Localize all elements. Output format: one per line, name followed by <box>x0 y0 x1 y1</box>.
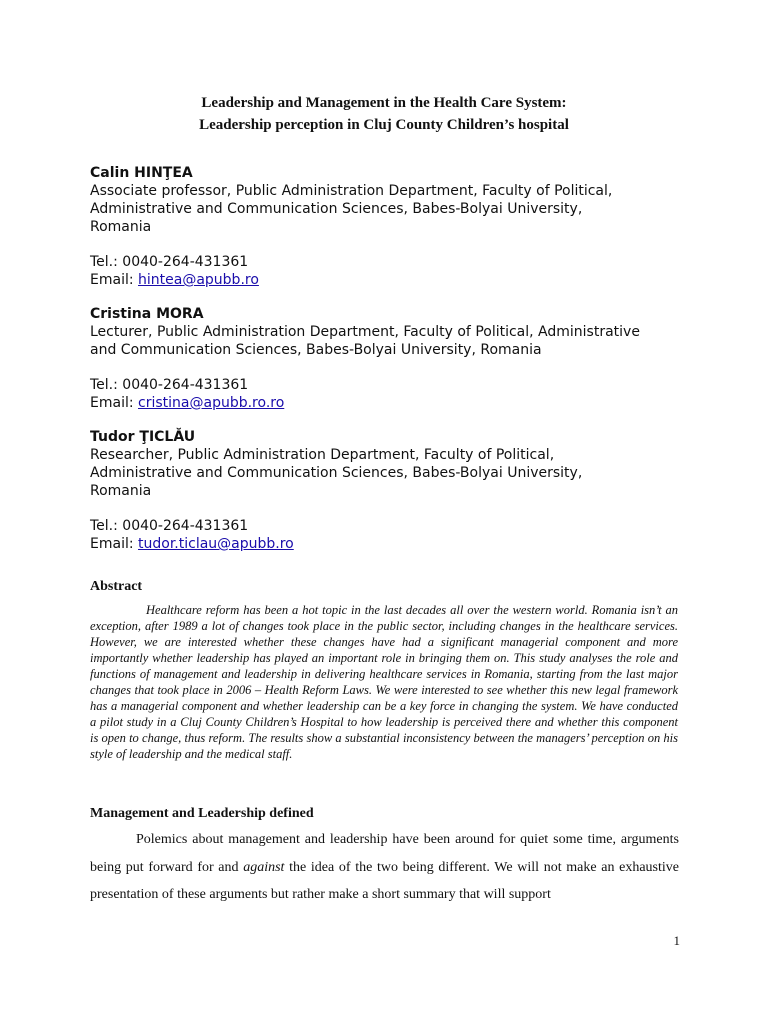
author-affiliation-line: Lecturer, Public Administration Department, Faculty of Political, Administrative <box>90 324 640 340</box>
paper-title-line-1: Leadership and Management in the Health Care System: <box>201 95 567 111</box>
author-name: Cristina MORA <box>90 306 204 322</box>
author-email-link[interactable]: cristina@apubb.ro.ro <box>138 395 285 411</box>
body-emphasis: against <box>243 859 285 875</box>
author-affiliation-line: Romania <box>90 219 152 235</box>
page-number: 1 <box>673 933 680 948</box>
abstract-heading: Abstract <box>90 579 143 594</box>
body-paragraph <box>90 826 679 909</box>
author-affiliation-line: Administrative and Communication Sciences, Babes-Bolyai University, <box>90 465 583 481</box>
author-email-link[interactable]: hintea@apubb.ro <box>138 272 259 288</box>
author-email-line <box>90 394 700 412</box>
email-label: Email: <box>90 272 139 288</box>
author-tel: Tel.: 0040-264-431361 <box>90 518 249 534</box>
author-affiliation-line: Researcher, Public Administration Department, Faculty of Political, <box>90 447 555 463</box>
author-block-1 <box>90 164 700 289</box>
abstract-text: Healthcare reform has been a hot topic in the last decades all over the western world. Romania isn’t an exception, after 1989 a lot of changes took place in the public sector, including changes in the healthcare services. However, we are interested whether these changes have had a significant managerial component and more importantly whether leadership has played an important role in bringing them on. This study analyses the role and functions of management and leadership in delivering healthcare services in Romania, starting from the last major changes that took place in 2006 – Health Reform Laws. We were interested to see whether this new legal framework has a managerial component and whether leadership can be a key force in changing the system. We have conducted a pilot study in a Cluj County Children’s Hospital to how leadership is perceived there and whether this component is open to change, thus reform. The results show a substantial inconsistency between the managers’ perception on his style of leadership and the medical staff. <box>90 603 678 761</box>
author-email-line <box>90 535 700 553</box>
body-text: the idea of the two being different. We will not make an exhaustive presentation of these arguments but rather make a short summary that will support <box>90 859 680 902</box>
author-block-3 <box>90 428 700 553</box>
author-affiliation-line: and Communication Sciences, Babes-Bolyai University, Romania <box>90 342 542 358</box>
email-label: Email: <box>90 395 139 411</box>
author-email-link[interactable]: tudor.ticlau@apubb.ro <box>138 536 294 552</box>
author-tel: Tel.: 0040-264-431361 <box>90 254 249 270</box>
author-affiliation-line: Romania <box>90 483 152 499</box>
author-affiliation-line: Associate professor, Public Administration Department, Faculty of Political, <box>90 183 613 199</box>
author-tel: Tel.: 0040-264-431361 <box>90 377 249 393</box>
author-name: Tudor ŢICLĂU <box>90 429 196 445</box>
section-heading: Management and Leadership defined <box>90 806 314 821</box>
author-block-2 <box>90 305 700 412</box>
author-affiliation-line: Administrative and Communication Sciences, Babes-Bolyai University, <box>90 201 583 217</box>
email-label: Email: <box>90 536 139 552</box>
paper-title-line-2: Leadership perception in Cluj County Children’s hospital <box>199 117 569 133</box>
author-email-line <box>90 271 700 289</box>
body-text: Polemics about management and leadership have been around for quiet some time, arguments being put forward for and <box>90 832 679 875</box>
author-name: Calin HINŢEA <box>90 165 193 181</box>
